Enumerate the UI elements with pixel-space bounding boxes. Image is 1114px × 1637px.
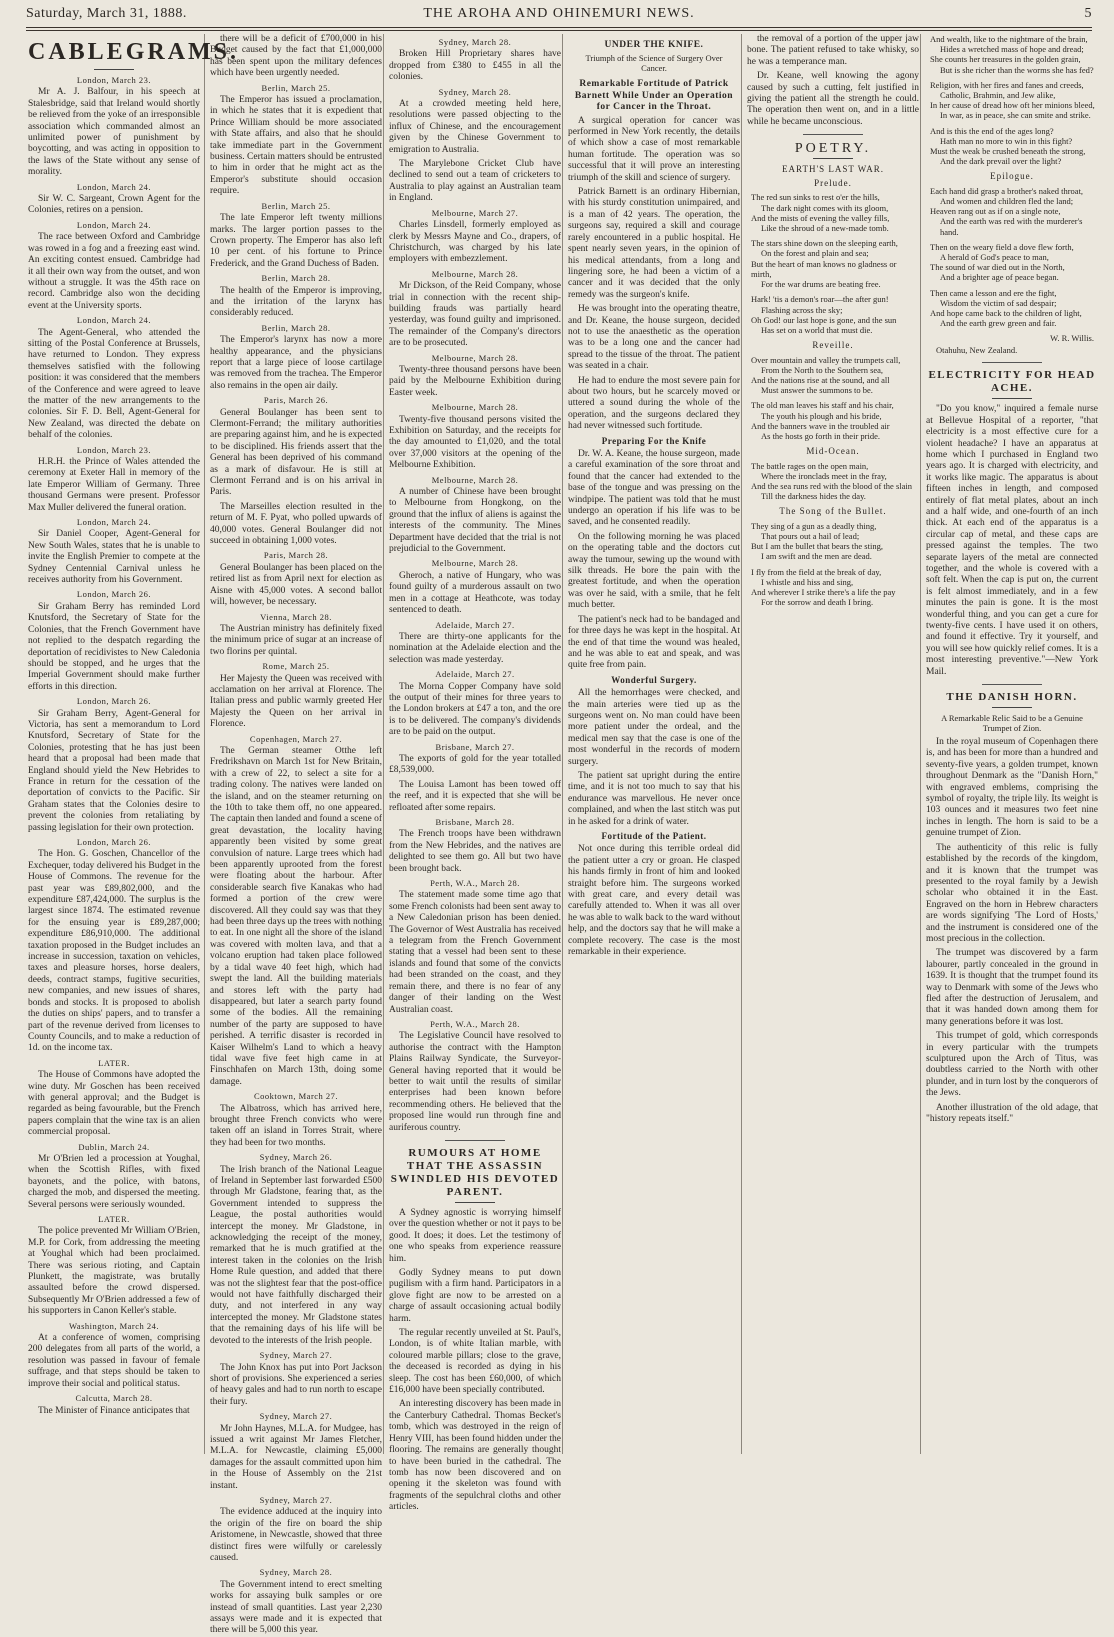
column-3 bbox=[389, 34, 561, 1513]
subheading: Remarkable Fortitude of Patrick Barnett While Under an Operation for Cancer in the Throat. bbox=[574, 79, 734, 113]
dateline: Melbourne, March 28. bbox=[431, 352, 519, 363]
poem-stanzas bbox=[747, 461, 919, 502]
verse-line: They sing of a gun as a deadly thing, bbox=[751, 520, 877, 531]
article-paragraph: Another illustration of the old adage, that "history repeats itself." bbox=[926, 1102, 1098, 1125]
news-paragraph: Mr A. J. Balfour, in his speech at Stalesbridge, said that Ireland would shortly be relieved from the yoke of an irresponsible association which commanded almost an unlimited power of punishment by boycotting, and was acting in opposition to the laws of the State without any sense of morality. bbox=[28, 87, 200, 178]
verse-line: I whistle and hiss and sing, bbox=[761, 576, 854, 587]
dateline: Perth, W.A., March 28. bbox=[430, 1018, 520, 1029]
news-paragraph: The Agent-General, who attended the sitting of the Postal Conference at Brussels, have returned to London. They express themselves satisfied with the following position: it was considered that the members of the Conference and were agreed to leave the matter of the new arrangements to the colonies. Sir F. D. Bell, Agent-General for New Zealand, was directed the debate on behalf of the colonies. bbox=[28, 327, 200, 441]
dateline: Calcutta, March 28. bbox=[75, 1393, 153, 1404]
masthead-rule-top bbox=[26, 27, 1092, 28]
verse-line: Heaven rang out as if on a single note, bbox=[930, 206, 1061, 217]
stanza bbox=[926, 34, 1098, 75]
article-body bbox=[568, 844, 740, 958]
news-paragraph: there will be a deficit of £700,000 in his Budget caused by the fact that £1,000,000 has been spent upon the military defences which have been urgently needed. bbox=[210, 34, 382, 79]
dateline: Sydney, March 28. bbox=[438, 37, 512, 47]
verse-line: Religion, with her fires and fanes and creeds, bbox=[930, 79, 1084, 90]
dateline: London, March 26. bbox=[76, 589, 152, 600]
page-number: 5 bbox=[1084, 6, 1092, 21]
dateline: Cooktown, March 27. bbox=[253, 1091, 339, 1102]
verse-line: On the forest and plain and sea; bbox=[761, 248, 869, 259]
stanza bbox=[926, 126, 1098, 167]
dateline: Berlin, March 25. bbox=[261, 82, 331, 93]
verse-line: Hides a wretched mass of hope and dread; bbox=[940, 44, 1084, 55]
column-2 bbox=[210, 34, 383, 1636]
news-paragraph: General Boulanger has been sent to Clermont-Ferrand; the military authorities are preparing against him, and he is expected to be disciplined. His friends assert that the General has been deprived of his command as a mark of disfavour. He is still at Clermont Ferrand and is on his arrival in Paris. bbox=[210, 407, 382, 498]
cablegram-list bbox=[389, 37, 561, 1134]
verse-line: Hark! 'tis a demon's roar—the after gun! bbox=[751, 294, 889, 305]
dateline: Berlin, March 28. bbox=[261, 322, 331, 333]
article-paragraph: Patrick Barnett is an ordinary Hibernian, with his sturdy constitution unimpaired, and is a man of 42 years. The operation, the surgeons say, required a skill and courage rarely encountered in a public hospital. He spent nearly seven years, in the opinion of his medical attendants, from a long and lingering sore, he had been a victim of a cancer and it was decided that the only remedy was the surgeon's knife. bbox=[568, 187, 740, 300]
news-paragraph: At a crowded meeting held here, resolutions were passed objecting to the influx of Chinese, and the encouragement given by the Chinese Government to emigration to Australia. bbox=[389, 99, 561, 155]
dateline: London, March 23. bbox=[76, 444, 152, 455]
dateline: Copenhagen, March 27. bbox=[249, 733, 343, 744]
article-paragraph: Dr. W. A. Keane, the house surgeon, made a careful examination of the sore throat and found that the cancer had extended to the base of the tongue and was pressing on the windpipe. The patient was told that he must undergo an operation if his life was to be saved, and he consented readily. bbox=[568, 449, 740, 528]
news-paragraph: The Legislative Council have resolved to authorise the contract with the Hampton Plains Railway Syndicate, the Surveyor-General having reported that it would be better to wait until the results of similar enterprises had been known before recommending others. He believed that the proposed line would run through fine and auriferous country. bbox=[389, 1031, 561, 1133]
verse-line: Over mountain and valley the trumpets call, bbox=[751, 354, 901, 365]
verse-line: Wisdom the victim of sad despair; bbox=[940, 297, 1057, 308]
poem-title: EARTH'S LAST WAR. bbox=[781, 163, 884, 174]
dateline: London, March 26. bbox=[76, 696, 152, 707]
news-paragraph: The House of Commons have adopted the wine duty. Mr Goschen has been received with general approval; and the Budget is regarded as being favourable, but the French papers complain that the wine tax is an alien commercial proposal. bbox=[28, 1070, 200, 1138]
stanza bbox=[926, 80, 1098, 121]
article-title-danish-horn: THE DANISH HORN. bbox=[946, 691, 1078, 704]
verse-line: The battle rages on the open main, bbox=[751, 460, 869, 471]
article-paragraph: The patient sat upright during the entire time, and it is not too much to say that his endurance was marvellous. He never once complained, and when the last stitch was put in he asked for a drink of water. bbox=[568, 770, 740, 827]
dateline: London, March 23. bbox=[76, 75, 152, 85]
dateline: Adelaide, March 27. bbox=[435, 619, 515, 630]
column-rule bbox=[741, 34, 742, 1454]
verse-line: And wealth, like to the nightmare of the brain, bbox=[930, 34, 1088, 44]
column-rule bbox=[204, 34, 205, 1454]
dateline: Melbourne, March 28. bbox=[431, 558, 519, 569]
dateline: London, March 24. bbox=[76, 517, 152, 528]
verse-line: Hath man no more to win in this fight? bbox=[940, 135, 1073, 146]
news-paragraph: The health of the Emperor is improving, and the irritation of the larynx has considerably reduced. bbox=[210, 285, 382, 319]
title-rule bbox=[455, 1202, 495, 1203]
masthead bbox=[26, 6, 1092, 28]
article-title-rumours: RUMOURS AT HOME THAT THE ASSASSIN SWINDLED HIS DEVOTED PARENT. bbox=[390, 1146, 560, 1198]
news-paragraph: Mr John Haynes, M.L.A. for Mudgee, has issued a writ against Mr James Fletcher, M.L.A. for Newcastle, claiming £5,000 damages for the assault committed upon him in the House of Assembly on the 21st instant. bbox=[210, 1423, 382, 1491]
news-paragraph: The Marylebone Cricket Club have declined to send out a team of cricketers to Australia to play against an Australian team in England. bbox=[389, 159, 561, 204]
article-paragraph: Godly Sydney means to put down pugilism with a firm hand. Participators in a glove fight are now to be arrested on a charge of assault occasioning actual bodily harm. bbox=[389, 1268, 561, 1324]
news-paragraph: Sir Graham Berry has reminded Lord Knutsford, the Secretary of State for the Colonies, that the French Government have not replied to the despatch regarding the deportation of recidivistes to New Caledonia should be stopped, and he urges that the Imperial Government should make further efforts in this direction. bbox=[28, 601, 200, 692]
news-paragraph: The John Knox has put into Port Jackson short of provisions. She experienced a series of heavy gales and had to run north to escape their fury. bbox=[210, 1362, 382, 1407]
news-paragraph: At a conference of women, comprising 200 delegates from all parts of the world, a resolution was passed in favour of female suffrage, and that steps should be taken to improve their social and political status. bbox=[28, 1333, 200, 1389]
subheading: Fortitude of the Patient. bbox=[601, 831, 707, 841]
masthead-rule-bottom bbox=[26, 30, 1092, 31]
dateline: Perth, W.A., March 28. bbox=[430, 878, 520, 889]
dateline: LATER. bbox=[98, 1214, 130, 1224]
column-6 bbox=[926, 34, 1098, 1454]
verse-line: But I am the bullet that bears the sting, bbox=[751, 541, 883, 552]
dateline: LATER. bbox=[98, 1057, 130, 1068]
dateline: Adelaide, March 27. bbox=[435, 669, 515, 680]
article-deck: Triumph of the Science of Surgery Over Cancer. bbox=[585, 53, 723, 74]
verse-line: Till the darkness hides the day. bbox=[761, 491, 866, 502]
section-title-cablegrams: CABLEGRAMS. bbox=[28, 39, 240, 65]
news-paragraph: Broken Hill Proprietary shares have dropped from £380 to £455 in all the colonies. bbox=[389, 49, 561, 83]
news-paragraph: General Boulanger has been placed on the retired list as from April next for election as Aisne with 45,000 votes. A second ballot will, however, be necessary. bbox=[210, 562, 382, 608]
article-body bbox=[747, 34, 919, 128]
poem-signature: W. R. Willis. bbox=[1050, 333, 1094, 344]
cablegram-list bbox=[28, 75, 200, 1417]
dateline: Melbourne, March 28. bbox=[431, 402, 519, 413]
dateline: Sydney, March 27. bbox=[259, 1350, 333, 1361]
dateline: London, March 24. bbox=[76, 219, 152, 230]
dateline: Sydney, March 26. bbox=[259, 1152, 333, 1163]
verse-line: And the dark prevail over the light? bbox=[940, 156, 1062, 167]
news-paragraph: Mr O'Brien led a procession at Youghal, when the Scottish Rifles, with fixed bayonets, and the police, with batons, charged the mob, and dispersed the meeting. Several persons were seriously wounded. bbox=[28, 1153, 200, 1210]
article-title-electricity: ELECTRICITY FOR HEAD ACHE. bbox=[928, 369, 1096, 395]
dateline: Berlin, March 28. bbox=[261, 273, 331, 284]
stanza bbox=[747, 294, 919, 335]
stanza bbox=[747, 238, 919, 289]
verse-line: Must the weak be crushed beneath the strong, bbox=[930, 146, 1086, 157]
article-paragraph: He was brought into the operating theatre, and Dr. Keane, the house surgeon, decided not to use the anaesthetic as the operation was to be a long one and the cancer had spread to the tissue of the throat. The patient was seated in a chair. bbox=[568, 304, 740, 372]
news-paragraph: The Minister of Finance anticipates that bbox=[38, 1405, 190, 1416]
poem-stanzas bbox=[747, 355, 919, 442]
verse-line: The youth his plough and his bride, bbox=[761, 410, 882, 421]
news-paragraph: There are thirty-one applicants for the nomination at the Adelaide election and the selection was made yesterday. bbox=[389, 631, 561, 665]
news-paragraph: The French troops have been withdrawn from the New Hebrides, and the natives are delighted to see them go. All but two have been brought back. bbox=[389, 829, 561, 874]
news-paragraph: The statement made some time ago that some French colonists had been sent away to a New Caledonian prison has been denied. The Governor of West Australia has received a telegram from the French Government stating that a vessel had been sent to these islands and found that some of the convicts had been stranded on the coast, and they remain there, and there is no fear of any danger of their landing on the West Australian coast. bbox=[389, 890, 561, 1015]
verse-line: Flashing across the sky; bbox=[761, 304, 843, 315]
verse-line: Has set on a world that must die. bbox=[761, 324, 873, 335]
news-paragraph: The Louisa Lamont has been towed off the reef, and it is expected that she will be refloated after some repairs. bbox=[389, 779, 561, 813]
news-paragraph: The Marseilles election resulted in the return of M. F. Pyat, who polled upwards of 40,000 votes. General Boulanger did not succeed in obtaining 1,000 votes. bbox=[210, 501, 382, 547]
article-paragraph: This trumpet of gold, which corresponds in every particular with the trumpets sculptured upon the Arch of Titus, was doubtless carried to the North with other plunder, and in turn lost by the conquerors of the Jews. bbox=[926, 1031, 1098, 1099]
article-paragraph: A Sydney agnostic is worrying himself over the question whether or not it pays to be good. It does; it does. Let the testimony of one who speaks from experience reassure him. bbox=[389, 1207, 561, 1264]
news-paragraph: Mr Dickson, of the Reid Company, whose trial in connection with the recent ship-building frauds was partially heard yesterday, was found guilty and imprisoned. The remainder of the Company's directors are to be prosecuted. bbox=[389, 281, 561, 349]
stanza bbox=[747, 461, 919, 502]
stanza bbox=[747, 355, 919, 396]
news-paragraph: Sir Daniel Cooper, Agent-General for New South Wales, states that he is unable to invite the English Premier to compete at the Sydney Centennial Carnival unless he receives authority from his Government. bbox=[28, 529, 200, 586]
poem-part-title: Epilogue. bbox=[990, 171, 1034, 182]
verse-line: And the mists of evening the valley fills, bbox=[751, 212, 890, 223]
stanza bbox=[926, 186, 1098, 237]
column-rule bbox=[562, 34, 563, 1454]
news-paragraph: The police prevented Mr William O'Brien, M.P. for Cork, from addressing the meeting at Youghal which had been proclaimed. There was serious rioting, and Captain Plunkett, the magistrate, was brutally assaulted before the crowd dispersed. Subsequently Mr O'Brien addressed a few of his supporters in Canon Keller's stable. bbox=[28, 1226, 200, 1317]
article-body bbox=[926, 737, 1098, 1125]
poem-stanzas bbox=[747, 521, 919, 608]
article-paragraph: the removal of a portion of the upper jaw bone. The patient refused to take whisky, so he was a temperance man. bbox=[747, 34, 919, 67]
verse-line: Catholic, Brahmin, and Jew alike, bbox=[940, 90, 1056, 101]
column-rule bbox=[920, 34, 921, 1454]
news-paragraph: H.R.H. the Prince of Wales attended the ceremony at Exeter Hall in memory of the late Emperor William of Germany. Three thousand Germans were present. Professor Max Muller delivered the funeral oration. bbox=[28, 457, 200, 513]
dateline: Washington, March 24. bbox=[68, 1320, 160, 1331]
verse-line: Then came a lesson and ere the fight, bbox=[930, 287, 1057, 298]
news-paragraph: The Austrian ministry has definitely fixed the minimum price of sugar at an increase of two florins per quintal. bbox=[210, 623, 382, 657]
verse-line: For the sorrow and death I bring. bbox=[761, 597, 874, 608]
verse-line: The sound of war died out in the North, bbox=[930, 262, 1065, 273]
article-paragraph: A surgical operation for cancer was performed in New York recently, the details of which show a case of most remarkable human fortitude. The operation was so successful that it will prove an interesting triumph of the skill and science of surgery. bbox=[568, 115, 740, 183]
title-rule bbox=[94, 69, 134, 70]
article-paragraph: All the hemorrhages were checked, and the main arteries were tied up as the surgeons went on. No man could have been more patient under the ordeal, and the medical men say that the case is one of the most wonderful in the records of modern surgery. bbox=[568, 688, 740, 767]
verse-line: Then on the weary field a dove flew forth, bbox=[930, 241, 1074, 252]
article-paragraph: The trumpet was discovered by a farm labourer, partly concealed in the ground in 1639. It is thought that the trumpet found its way to Denmark with some of the Jews who fled after the destruction of Jerusalem, and that it was handed down among them for many generations before it was lost. bbox=[926, 948, 1098, 1027]
news-paragraph: The Albatross, which has arrived here, brought three French convicts who were taken off an island in Torres Strait, where they had been for two months. bbox=[210, 1103, 382, 1148]
issue-date: Saturday, March 31, 1888. bbox=[26, 6, 187, 21]
dateline: Brisbane, March 28. bbox=[435, 817, 515, 827]
news-paragraph: Her Majesty the Queen was received with acclamation on her arrival at Florence. The Italian press and public warmly greeted Her Majesty the Queen on her arrival in Florence. bbox=[210, 673, 382, 730]
cablegram-list bbox=[210, 34, 382, 1637]
poem-stanzas bbox=[747, 192, 919, 335]
newspaper-title: THE AROHA AND OHINEMURI NEWS. bbox=[423, 6, 695, 21]
news-paragraph: Twenty-three thousand persons have been paid by the Melbourne Exhibition during Easter week. bbox=[389, 364, 561, 398]
dateline: London, March 24. bbox=[76, 315, 152, 326]
news-paragraph: A number of Chinese have been brought to Melbourne from Hongkong, on the ground that the influx of aliens is against the interests of the community. The Mines Department have decided that the trial is not prejudicial to the Government. bbox=[389, 487, 561, 555]
poem-stanzas bbox=[926, 186, 1098, 329]
article-paragraph: On the following morning he was placed on the operating table and the doctors cut away the tumour, sewing up the wound with silk threads. He bore the pain with the greatest fortitude, and when the operation was over he said, with a smile, that he felt much better. bbox=[568, 531, 740, 611]
verse-line: That pours out a hail of lead; bbox=[761, 530, 860, 541]
verse-line: Where the ironclads meet in the fray, bbox=[761, 470, 887, 481]
news-paragraph: Sir Graham Berry, Agent-General for Victoria, has sent a memorandum to Lord Knutsford, Secretary of State for the Colonies, protesting that he has just been heard that a proposal had been made that England should yield the New Hebrides to France in return for the cessation of the deportation of convicts to the Pacific. Sir Graham states that the Colonies desire to prevent the colonies from retaliating by passing legislation for their own protection. bbox=[28, 708, 200, 833]
dateline: Rome, March 25. bbox=[262, 661, 330, 672]
poem-stanzas bbox=[926, 34, 1098, 166]
verse-line: Must answer the summons to be. bbox=[761, 385, 873, 396]
article-title-under-the-knife: UNDER THE KNIFE. bbox=[604, 40, 704, 50]
news-paragraph: The race between Oxford and Cambridge was rowed in a fog and a freezing east wind. An exciting contest ensued. Cambridge had it all their own way from the outset, and won without a struggle. It was the 45th race on record. Cambridge also won the deciding event at the University sports. bbox=[28, 232, 200, 311]
verse-line: And the sea runs red with the blood of the slain bbox=[751, 480, 912, 491]
dateline: Melbourne, March 28. bbox=[431, 474, 519, 485]
verse-line: The red sun sinks to rest o'er the hills, bbox=[751, 192, 880, 203]
title-rule bbox=[992, 707, 1032, 708]
verse-line: But the heart of man knows no gladness or mirth, bbox=[751, 258, 897, 279]
divider bbox=[982, 362, 1042, 363]
news-paragraph: The exports of gold for the year totalled £8,539,000. bbox=[389, 753, 561, 776]
verse-line: And the nations rise at the sound, and all bbox=[751, 374, 890, 385]
news-paragraph: The German steamer Otthe left Fredrikshavn on March 1st for New Britain, with a crew of 22, to select a site for a trading colony. The natives were landed on the island, and on the steamer returning on the 10th to take them off, no one appeared. The captain then landed and found a scene of great devastation, the locality having apparently been visited by some great convulsion of nature. Large trees which had been apparently uprooted from the forest were floating about the harbour. After considerable search five Kanakas who had formed a portion of the crew were discovered. All they could say was that they had been three days up the trees with nothing to eat. In one night all the shore of the island was covered with molten lava, and that a volcano eruption had taken place followed by a tidal wave 40 feet high, which had swept the land. All the building materials and stores left with the party had disappeared, but later a search party found some of the bodies. All the remaining number of the party are supposed to have perished. A terrific disaster is recorded in Kaiser Wilhelm's Land to which a heavy tidal wave five feet high came in at Finschhafen on March 13th, doing some damage. bbox=[210, 745, 383, 1087]
article-paragraph: An interesting discovery has been made in the Canterbury Cathedral. Thomas Becket's tomb, which was destroyed in the reign of Henry VIII, has been found hidden under the flooring. The remains are generally thought to have been buried in the cathedral. The tomb has now been discovered and on opening it the skeleton was found with fragments of the sepulchral cloths and other articles. bbox=[389, 1399, 561, 1513]
verse-line: The stars shine down on the sleeping earth, bbox=[751, 238, 898, 249]
news-paragraph: The Emperor has issued a proclamation, in which he states that it is expedient that Prince William should be more associated with State affairs, and also that he should take immediate part in the Government business. Certain matters should be entrusted to him in order that he might act as the Emperor's substitute should occasion require. bbox=[210, 95, 382, 197]
poetry-section-title: POETRY. bbox=[794, 141, 872, 157]
column-1 bbox=[28, 34, 240, 1454]
column-rule bbox=[383, 34, 384, 1454]
divider bbox=[982, 684, 1042, 685]
verse-line: And is this the end of the ages long? bbox=[930, 125, 1054, 136]
poem-signature-place: Otahuhu, New Zealand. bbox=[936, 344, 1018, 355]
poem-part-title: Prelude. bbox=[814, 178, 852, 189]
verse-line: The old man leaves his staff and his chair, bbox=[751, 400, 894, 411]
news-paragraph: Gheroch, a native of Hungary, who was found guilty of a murderous assault on two men in a cottage at Heathcote, was today sentenced to death. bbox=[389, 570, 561, 616]
verse-line: As the hosts go forth in their pride. bbox=[761, 430, 880, 441]
dateline: Paris, March 28. bbox=[263, 550, 329, 561]
title-rule bbox=[992, 398, 1032, 399]
dateline: Sydney, March 27. bbox=[259, 1494, 333, 1505]
article-body bbox=[568, 449, 740, 672]
verse-line: Like the shroud of a new-made tomb. bbox=[761, 223, 889, 234]
dateline: Brisbane, March 27. bbox=[435, 741, 515, 752]
stanza bbox=[926, 242, 1098, 283]
stanza bbox=[747, 400, 919, 441]
poem-part-title: Reveille. bbox=[812, 340, 854, 351]
news-paragraph: The Emperor's larynx has now a more healthy appearance, and the physicians report that a large piece of loose cartilage was removed from the trachea. The Emperor also remains in the open air daily. bbox=[210, 335, 382, 391]
news-paragraph: The Hon. G. Goschen, Chancellor of the Exchequer, today delivered his Budget in the House of Commons. The revenue for the past year was £89,802,000, and the expenditure £87,424,000. The surplus is the largest since 1874. The estimated revenue for the ensuing year is £89,287,000; expenditure £86,910,000. The additional taxation proposed in the Budget includes an increase in succession, taxation on vehicles, taxes and pleasure horses, horse dealers, deeds, contract stamps, fugitive securities, new companies, and new issues of shares, bonds and stocks. It is proposed to abolish the duties on ships' papers, and to transfer a part of the revenue derived from licenses to County Councils, and to make a reduction of 1d. on the income tax. bbox=[28, 849, 200, 1054]
dateline: Sydney, March 27. bbox=[259, 1411, 333, 1422]
verse-line: Each hand did grasp a brother's naked throat, bbox=[930, 185, 1084, 196]
verse-line: And the earth grew green and fair. bbox=[940, 318, 1057, 329]
dateline: Melbourne, March 28. bbox=[431, 268, 519, 279]
article-paragraph: In the royal museum of Copenhagen there is, and has been for more than a hundred and seventy-five years, a golden trumpet, known throughout Denmark as the "Danish Horn," with engraved emblems, comprising the symbol of royalty, the triple lily. Its weight is 103 ounces and it measures two feet nine inches in length. The horn is said to be a genuine trumpet of Zion. bbox=[926, 737, 1098, 839]
dateline: Berlin, March 25. bbox=[261, 200, 331, 211]
dateline: London, March 26. bbox=[76, 837, 152, 847]
article-paragraph: Dr. Keane, well knowing the agony caused by such a cutting, felt justified in giving the patient all the strength he could. The operation then went on, and in a little while he became unconscious. bbox=[747, 71, 919, 127]
verse-line: I fly from the field at the break of day, bbox=[751, 566, 882, 577]
dateline: Melbourne, March 27. bbox=[431, 207, 519, 218]
stanza bbox=[747, 567, 919, 608]
subheading: Preparing For the Knife bbox=[601, 435, 707, 446]
article-paragraph: Not once during this terrible ordeal did the patient utter a cry or groan. He clasped his hands firmly in front of him and looked straight before him. The surgeons worked with great care, and every detail was carefully attended to. When it was all over he was able to walk back to the ward without help, and the doctors say that he will make a complete recovery. The case is the most remarkable in their experience. bbox=[568, 844, 740, 958]
stanza bbox=[926, 288, 1098, 329]
verse-line: For the war drums are beating free. bbox=[761, 279, 881, 290]
title-rule bbox=[813, 158, 853, 159]
dateline: Dublin, March 24. bbox=[78, 1141, 150, 1152]
verse-line: In war, as in peace, she can smite and strike. bbox=[940, 110, 1091, 121]
verse-line: And the banners wave in the troubled air bbox=[751, 420, 890, 431]
subheading: Wonderful Surgery. bbox=[611, 674, 697, 685]
article-paragraph: He had to endure the most severe pain for about two hours, but he scarcely moved or uttered a sound during the whole of the operation, and the surgeons declared they had never witnessed such fortitude. bbox=[568, 375, 740, 432]
stanza bbox=[747, 521, 919, 562]
article-body bbox=[568, 688, 740, 828]
news-paragraph: The late Emperor left twenty millions marks. The larger portion passes to the Crown property. The Emperor has also left 10 per cent. of his fortune to Prince Frederick, and the Grand Duchess of Baden. bbox=[210, 213, 382, 269]
article-paragraph: The patient's neck had to be bandaged and for three days he was kept in the hospital. At the end of that time the wound was healed, and he was able to eat and speak, and was quite free from pain. bbox=[568, 614, 740, 671]
news-paragraph: Twenty-five thousand persons visited the Exhibition on Saturday, and the receipts for the day amounted to £1,020, and the total over 37,000 visitors at the opening of the Melbourne Exhibition. bbox=[389, 414, 561, 471]
poem-part-title: The Song of the Bullet. bbox=[779, 506, 887, 517]
verse-line: And wherever I strike there's a life the pay bbox=[751, 586, 896, 597]
news-paragraph: The Government intend to erect smelting works for assaying bulk samples or ore instead of small quantities. Last year 2,230 assays were made and it is expected that there will be 5,000 this year. bbox=[210, 1579, 382, 1636]
verse-line: But is she richer than the worms she has fed? bbox=[940, 64, 1094, 75]
article-body bbox=[568, 116, 740, 433]
column-5 bbox=[747, 34, 919, 1454]
dateline: London, March 24. bbox=[76, 181, 152, 192]
article-paragraph: "Do you know," inquired a female nurse at Bellevue Hospital of a reporter, "that electricity is a most effective cure for a violent headache? I have an apparatus at home which I purchased in England two years ago. It is charged with electricity, and it works like magic. The apparatus is about fifteen inches in length, and composed entirely of flat metal plates, about an inch and a half wide, and one-fourth of an inch thick. At each end of the apparatus is a circular cap of metal, and these caps are pressed against the temples. The two separate layers of the metal are connected together, and the whole is covered with a soft felt. When the cap is put on, the current is felt almost immediately, and in a few minutes the pain is gone. It is the most wonderful thing, and you can get a cure for twenty-five cents. I have used it on others, and found it effective. Try it yourself, and you will see how quickly relief comes. It is a most interesting preventive."—New York Mail. bbox=[926, 404, 1098, 677]
verse-line: Oh God! our last hope is gone, and the sun bbox=[751, 314, 897, 325]
dateline: Sydney, March 28. bbox=[259, 1567, 333, 1578]
article-deck: A Remarkable Relic Said to be a Genuine Trumpet of Zion. bbox=[941, 713, 1083, 734]
news-paragraph: The Irish branch of the National League of Ireland in September last forwarded £500 through Mr Gladstone, fearing that, as the Government intended to suppress the League, the postal authorities would intercept the money. Mr Gladstone, in acknowledging the receipt of the money, remarked that he is much gratified at the interest taken in the colonies on the Irish Home Rule question, and added that there was not the slightest fear that the post-office would not have faithfully discharged their duty, and not interfered in any way intercepted the money. Mr Gladstone states that the remaining days of his life will be devoted to the interests of the Irish people. bbox=[210, 1164, 382, 1346]
verse-line: And a brighter age of peace began. bbox=[940, 272, 1059, 283]
divider bbox=[445, 1140, 505, 1141]
verse-line: A herald of God's peace to man, bbox=[940, 252, 1049, 263]
verse-line: The dark night comes with its gloom, bbox=[761, 202, 889, 213]
verse-line: In her cause of dread how oft her minions bleed, bbox=[930, 100, 1095, 111]
news-paragraph: The Morna Copper Company have sold the output of their mines for three years to the London brokers at £47 a ton, and the ore is to be delivered. The company's dividends are to be paid on the output. bbox=[389, 681, 561, 738]
news-paragraph: The evidence adduced at the inquiry into the origin of the fire on board the ship Aristomene, in Newcastle, showed that three distinct fires were wilfully or carelessly caused. bbox=[210, 1507, 382, 1563]
verse-line: And hope came back to the children of light, bbox=[930, 308, 1082, 319]
dateline: Sydney, March 28. bbox=[438, 86, 512, 97]
verse-line: And women and children fled the land; bbox=[940, 196, 1074, 207]
verse-line: From the North to the Southern sea, bbox=[761, 364, 884, 375]
verse-line: I am swift and the men are dead. bbox=[761, 551, 872, 562]
article-paragraph: The regular recently unveiled at St. Paul's, London, is of white Italian marble, with coloured marble pillars; close to the grave, the deceased is recorded as dying in his sleep. The cost has been £60,000, of which £16,000 have been specially contributed. bbox=[389, 1328, 561, 1396]
verse-line: And the earth was red with the murderer's hand. bbox=[940, 216, 1083, 237]
divider bbox=[803, 134, 863, 135]
dateline: Paris, March 26. bbox=[263, 395, 329, 406]
article-paragraph: The authenticity of this relic is fully established by the records of the kingdom, and it is known that the trumpet was presented to the royal family by a Jewish scholar who obtained it in the East. Engraved on the horn in Hebrew characters are words signifying 'The Lord of Hosts,' and the instrument is considered one of the most precious in the collection. bbox=[926, 842, 1098, 944]
poem-part-title: Mid-Ocean. bbox=[806, 446, 860, 457]
stanza bbox=[747, 192, 919, 233]
news-paragraph: Sir W. C. Sargeant, Crown Agent for the Colonies, retires on a pension. bbox=[28, 194, 200, 216]
column-4 bbox=[568, 34, 740, 1454]
news-paragraph: Charles Linsdell, formerly employed as clerk by Messrs Mayne and Co., drapers, of Christchurch, was charged by his late employers with embezzlement. bbox=[389, 220, 561, 265]
verse-line: She counts her treasures in the golden grain, bbox=[930, 54, 1081, 65]
dateline: Vienna, March 28. bbox=[260, 611, 332, 622]
article-body bbox=[389, 1208, 561, 1514]
